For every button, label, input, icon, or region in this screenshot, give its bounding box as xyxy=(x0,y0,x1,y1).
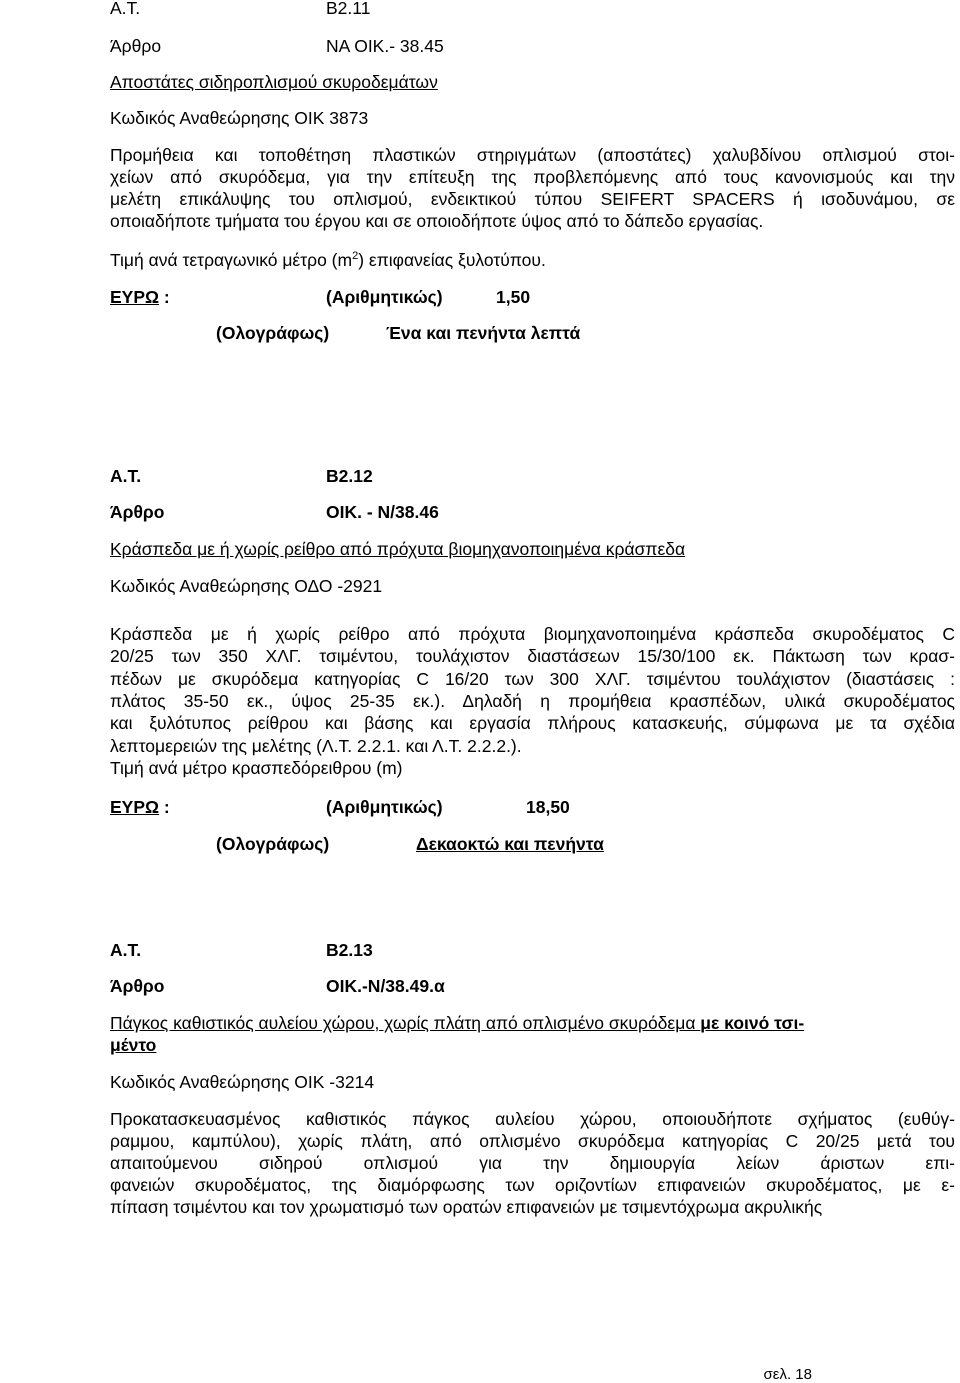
unit-price-2: Τιμή ανά μέτρο κρασπεδόρειθρου (m) xyxy=(110,758,403,778)
description-line: απαιτούμενου σιδηρού οπλισμού για την δημιουργία λείων άριστων επι- xyxy=(110,1153,955,1173)
article-row-3 xyxy=(110,975,445,997)
description-line: ραμμου, καμπύλου), χωρίς πλάτη, από οπλισμένο σκυρόδεμα κατηγορίας C 20/25 μετά του xyxy=(110,1131,955,1151)
article-row-1 xyxy=(110,35,444,57)
article-label: Άρθρο xyxy=(110,976,165,996)
at-label: Α.Τ. xyxy=(110,940,142,960)
at-row-1 xyxy=(110,0,371,19)
page-number: σελ. 18 xyxy=(763,1366,812,1383)
description-line: φανειών σκυροδέματος, της διαμόρφωσης των οριζοντίων επιφανειών σκυροδέματος, με ε- xyxy=(110,1175,955,1195)
description-line: και ξυλότυπος ρείθρου και βάσης και εργασία πλήρους κατασκευής, σύμφωνα με τα σχέδια xyxy=(110,713,955,733)
description-line: χείων από σκυρόδεμα, για την επίτευξη της προβλεπόμενης από τους κανονισμούς και την xyxy=(110,167,955,187)
description-line: λεπτομερειών της μελέτης (Λ.Τ. 2.2.1. και Λ.Τ. 2.2.2.). xyxy=(110,736,522,756)
section-title-2: Κράσπεδα με ή χωρίς ρείθρο από πρόχυτα βιομηχανοποιημένα κράσπεδα xyxy=(110,539,686,559)
description-line: μελέτη επικάλυψης του οπλισμού, ενδεικτικού τύπου SEIFERT SPACERS ή ισοδυνάμου, σε xyxy=(110,189,955,209)
unit-price-prefix: Τιμή ανά τετραγωνικό μέτρο (m xyxy=(110,250,353,270)
section-title-1: Αποστάτες σιδηροπλισμού σκυροδεμάτων xyxy=(110,72,438,92)
article-label: Άρθρο xyxy=(110,36,162,56)
article-label: Άρθρο xyxy=(110,502,165,522)
description-line: 20/25 των 350 ΧΛΓ. τσιμέντου, τουλάχιστον διαστάσεων 15/30/100 εκ. Πάκτωση των κρασ- xyxy=(110,646,955,666)
section-title-3 xyxy=(110,1012,804,1034)
words-label: (Ολογράφως) xyxy=(216,834,330,854)
description-line: πίπαση τσιμέντου και τον χρωματισμό των ορατών επιφανειών με τσιμεντόχρωμα ακρυλικής xyxy=(110,1197,823,1217)
title-plain: Πάγκος καθιστικός αυλείου χώρου, χωρίς πλάτη από οπλισμένο σκυρόδεμα xyxy=(110,1013,701,1033)
at-code: Β2.13 xyxy=(326,940,373,960)
currency-colon: : xyxy=(159,797,170,817)
currency-label: ΕΥΡΩ xyxy=(110,287,160,307)
unit-price-1 xyxy=(110,249,546,271)
title-bold: με κοινό τσι- xyxy=(700,1013,805,1033)
price-numeric-row-1 xyxy=(110,286,531,308)
numeric-label: (Αριθμητικώς) xyxy=(326,797,443,817)
currency-colon: : xyxy=(159,287,170,307)
description-line: οποιαδήποτε τμήματα του έργου και σε οποιοδήποτε ύψος από το δάπεδο εργασίας. xyxy=(110,211,764,231)
revision-code-3: Κωδικός Αναθεώρησης ΟΙΚ -3214 xyxy=(110,1072,375,1092)
description-line: Προκατασκευασμένος καθιστικός πάγκος αυλείου χώρου, οποιουδήποτε σχήματος (ευθύγ- xyxy=(110,1109,955,1129)
description-line: Κράσπεδα με ή χωρίς ρείθρο από πρόχυτα βιομηχανοποιημένα κράσπεδα σκυροδέματος C xyxy=(110,624,955,644)
price-numeric-row-2 xyxy=(110,796,570,818)
article-row-2 xyxy=(110,501,439,523)
words-value: Ένα και πενήντα λεπτά xyxy=(386,323,581,343)
section-title-3-cont: μέντο xyxy=(110,1035,157,1055)
at-label: Α.Τ. xyxy=(110,466,142,486)
numeric-label: (Αριθμητικώς) xyxy=(326,287,443,307)
at-row-3 xyxy=(110,939,373,961)
at-label: Α.Τ. xyxy=(110,0,141,18)
unit-price-superscript: 2 xyxy=(352,250,359,263)
at-code: Β2.12 xyxy=(326,466,373,486)
article-code: ΟΙΚ.-Ν/38.49.α xyxy=(326,976,445,996)
words-label: (Ολογράφως) xyxy=(216,323,330,343)
at-code: Β2.11 xyxy=(326,0,371,18)
at-row-2 xyxy=(110,465,373,487)
currency-label: ΕΥΡΩ xyxy=(110,797,160,817)
revision-code-2: Κωδικός Αναθεώρησης ΟΔΟ -2921 xyxy=(110,576,383,596)
description-line: Προμήθεια και τοποθέτηση πλαστικών στηριγμάτων (αποστάτες) χαλυβδίνου οπλισμού στοι- xyxy=(110,145,955,165)
unit-price-suffix: ) επιφανείας ξυλοτύπου. xyxy=(358,250,546,270)
revision-code-1: Κωδικός Αναθεώρησης ΟΙΚ 3873 xyxy=(110,108,369,128)
description-line: πέδων με σκυρόδεμα κατηγορίας C 16/20 των 300 ΧΛΓ. τσιμέντου τουλάχιστον (διαστάσεις : xyxy=(110,669,955,689)
article-code: ΟΙΚ. - Ν/38.46 xyxy=(326,502,439,522)
numeric-value: 18,50 xyxy=(526,797,570,817)
article-code: ΝΑ ΟΙΚ.- 38.45 xyxy=(326,36,444,56)
words-value: Δεκαοκτώ και πενήντα xyxy=(416,834,604,854)
numeric-value: 1,50 xyxy=(496,287,531,307)
description-line: πλάτος 35-50 εκ., ύψος 25-35 εκ.). Δηλαδή η προμήθεια κρασπέδων, υλικά σκυροδέματος xyxy=(110,691,955,711)
